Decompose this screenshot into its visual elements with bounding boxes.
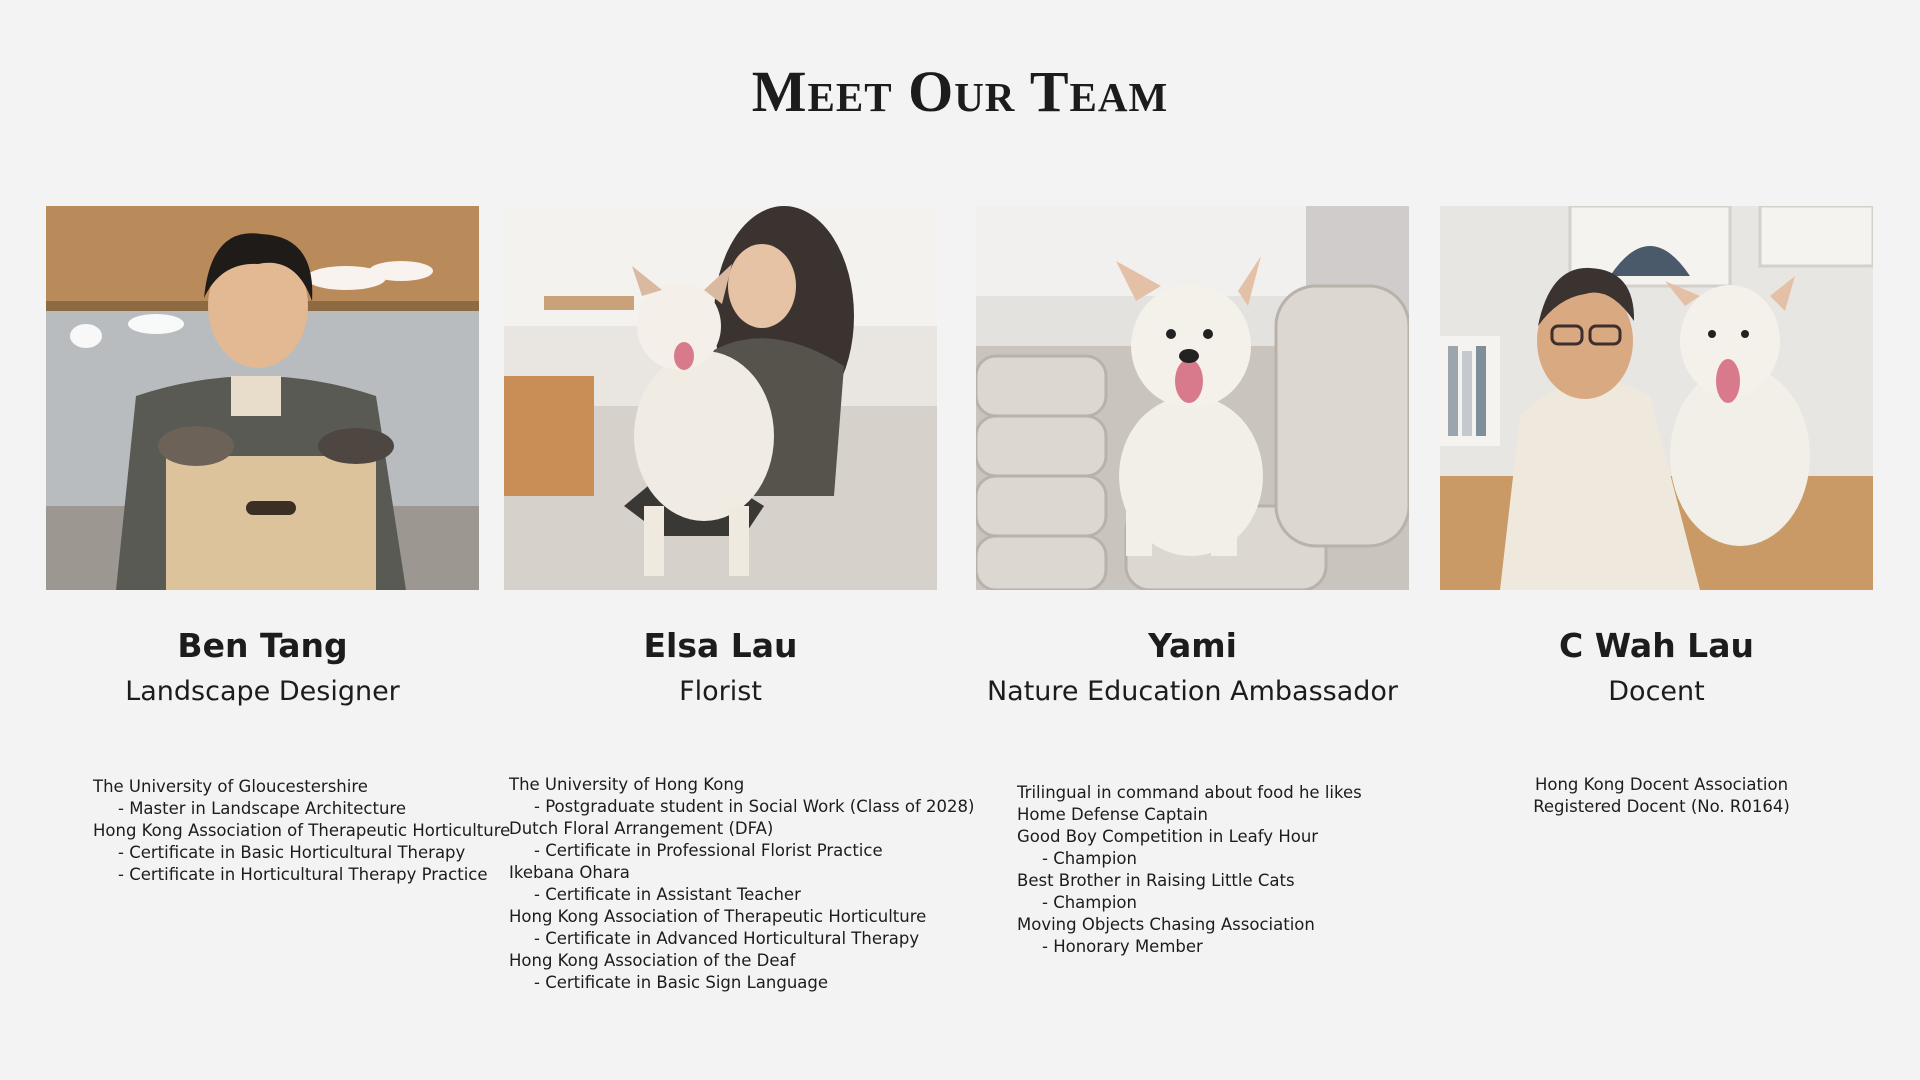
bio-line: - Champion bbox=[1042, 849, 1137, 868]
bio-line: - Honorary Member bbox=[1042, 937, 1203, 956]
bio-line: Hong Kong Association of Therapeutic Horticulture bbox=[509, 907, 927, 926]
photo-ben-tang bbox=[46, 206, 479, 590]
member-role: Nature Education Ambassador bbox=[986, 676, 1399, 707]
bio-line: - Master in Landscape Architecture bbox=[118, 799, 406, 818]
bio-line: Dutch Floral Arrangement (DFA) bbox=[509, 819, 774, 838]
bio-line: - Certificate in Advanced Horticultural Therapy bbox=[534, 929, 920, 948]
bio-line: - Postgraduate student in Social Work (Class of 2028) bbox=[534, 797, 975, 816]
bio-line: - Certificate in Horticultural Therapy Practice bbox=[118, 865, 488, 884]
bio-line: The University of Hong Kong bbox=[509, 775, 745, 794]
member-name: Yami bbox=[1148, 626, 1237, 665]
page-title: Meet Our Team bbox=[751, 59, 1169, 124]
bio-line: Trilingual in command about food he likes bbox=[1017, 783, 1362, 802]
member-bio bbox=[509, 774, 974, 994]
bio-line: - Certificate in Assistant Teacher bbox=[534, 885, 801, 904]
member-role: Landscape Designer bbox=[125, 676, 400, 707]
team-card-elsa-lau bbox=[504, 206, 975, 992]
member-name: Elsa Lau bbox=[643, 626, 798, 665]
team-card-c-wah-lau bbox=[1440, 206, 1873, 816]
member-name: C Wah Lau bbox=[1559, 626, 1754, 665]
bio-line: - Certificate in Basic Sign Language bbox=[534, 973, 829, 992]
bio-line: - Certificate in Basic Horticultural Therapy bbox=[118, 843, 466, 862]
member-name: Ben Tang bbox=[177, 626, 348, 665]
bio-line: Home Defense Captain bbox=[1017, 805, 1208, 824]
team-card-ben-tang bbox=[46, 206, 511, 884]
photo-yami bbox=[976, 206, 1409, 590]
bio-line: Hong Kong Association of the Deaf bbox=[509, 951, 796, 970]
bio-line: - Champion bbox=[1042, 893, 1137, 912]
bio-line: Ikebana Ohara bbox=[509, 863, 630, 882]
team-card-yami bbox=[976, 206, 1409, 956]
bio-line: Moving Objects Chasing Association bbox=[1017, 915, 1315, 934]
bio-line: Hong Kong Association of Therapeutic Horticulture bbox=[93, 821, 511, 840]
photo-elsa-lau bbox=[504, 206, 937, 590]
bio-line: - Certificate in Professional Florist Practice bbox=[534, 841, 883, 860]
member-bio bbox=[1017, 782, 1362, 958]
member-role: Docent bbox=[1608, 676, 1705, 707]
bio-line: Best Brother in Raising Little Cats bbox=[1017, 871, 1295, 890]
member-role: Florist bbox=[679, 676, 762, 707]
bio-line: Hong Kong Docent Association bbox=[1534, 775, 1789, 794]
member-bio bbox=[93, 776, 510, 886]
member-bio bbox=[1440, 774, 1883, 818]
bio-line: Good Boy Competition in Leafy Hour bbox=[1017, 827, 1319, 846]
photo-c-wah-lau bbox=[1440, 206, 1873, 590]
bio-line: Registered Docent (No. R0164) bbox=[1533, 797, 1790, 816]
bio-line: The University of Gloucestershire bbox=[93, 777, 368, 796]
